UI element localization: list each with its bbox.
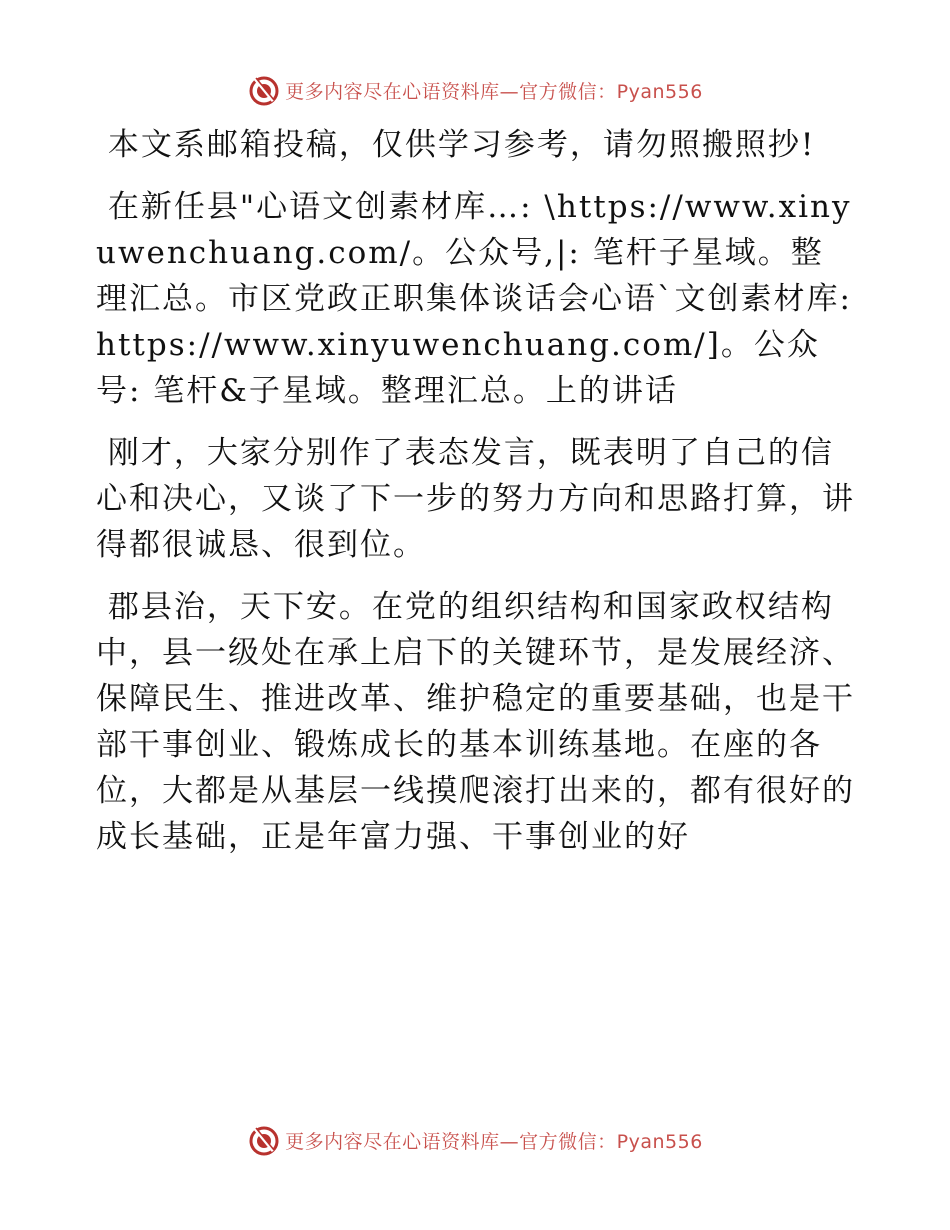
- footer-banner: [0, 1122, 950, 1158]
- paragraph: 郡县治，天下安。在党的组织结构和国家政权结构中，县一级处在承上启下的关键环节，是发展经济、保障民生、推进改革、维护稳定的重要基础，也是干部干事创业、锻炼成长的基本训练基地。在座的各位，大都是从基层一线摸爬滚打出来的，都有很好的成长基础，正是年富力强、干事创业的好: [96, 589, 855, 855]
- logo-icon: [247, 1123, 281, 1157]
- header-banner: [0, 72, 950, 108]
- banner-text: 更多内容尽在心语资料库—官方微信：Pyan556: [285, 1130, 703, 1153]
- paragraph: 刚才，大家分别作了表态发言，既表明了自己的信心和决心，又谈了下一步的努力方向和思路打算，讲得都很诚恳、很到位。: [96, 435, 855, 563]
- paragraph: 本文系邮箱投稿，仅供学习参考，请勿照搬照抄!: [96, 127, 816, 163]
- document-body: [96, 122, 864, 876]
- banner-text: 更多内容尽在心语资料库—官方微信：Pyan556: [285, 80, 703, 103]
- paragraph: 在新任县"心语文创素材库…: \https://www.xinyuwenchuang.com/。公众号,|: 笔杆子星域。整理汇总。市区党政正职集体谈话会心语`文创素材库: https://www.xinyuwenchuang.com/]。公众号: 笔杆&子星域。整理汇总。上的讲话: [96, 189, 864, 409]
- logo-icon: [247, 73, 281, 107]
